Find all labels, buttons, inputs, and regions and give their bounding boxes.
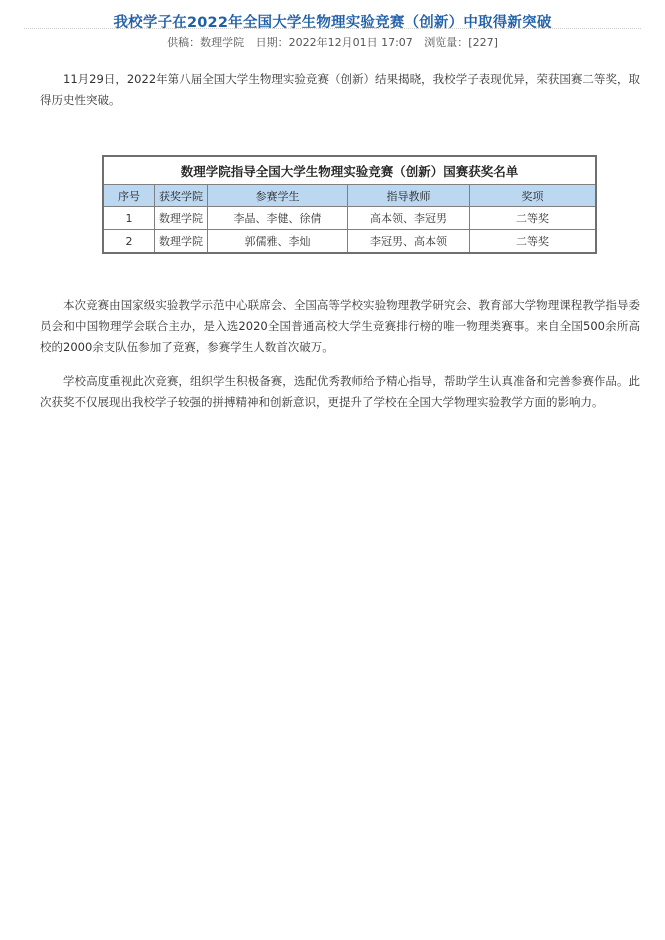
header-college: 获奖学院 [155, 185, 208, 207]
cell-teachers: 李冠男、高本领 [348, 230, 470, 254]
article-paragraph-3: 学校高度重视此次竞赛，组织学生积极备赛，选配优秀教师给予精心指导，帮助学生认真准备和完善参赛作品。此次获奖不仅展现出我校学子较强的拼搏精神和创新意识，更提升了学校在全国大学物理实验教学方面的影响力。 [40, 374, 640, 409]
cell-award: 二等奖 [470, 230, 597, 254]
article-paragraph-1: 11月29日，2022年第八届全国大学生物理实验竞赛（创新）结果揭晓，我校学子表现优异，荣获国赛二等奖，取得历史性突破。 [40, 72, 640, 107]
award-table [102, 155, 597, 254]
meta-source: 供稿：数理学院 [167, 36, 245, 49]
header-award: 奖项 [470, 185, 597, 207]
header-students: 参赛学生 [208, 185, 348, 207]
header-index: 序号 [103, 185, 155, 207]
table-row [103, 230, 596, 254]
table-header-row [103, 185, 596, 207]
cell-index: 2 [103, 230, 155, 254]
header-teachers: 指导教师 [348, 185, 470, 207]
meta-date: 日期：2022年12月01日 17:07 [255, 36, 413, 49]
cell-award: 二等奖 [470, 207, 597, 230]
cell-index: 1 [103, 207, 155, 230]
cell-college: 数理学院 [155, 230, 208, 254]
title-divider [24, 28, 641, 29]
table-caption: 数理学院指导全国大学生物理实验竞赛（创新）国赛获奖名单 [103, 156, 596, 185]
meta-views: 浏览量：[227] [424, 36, 498, 49]
article-meta [0, 34, 665, 50]
article-paragraph-2: 本次竞赛由国家级实验教学示范中心联席会、全国高等学校实验物理教学研究会、教育部大学物理课程教学指导委员会和中国物理学会联合主办，是入选2020全国普通高校大学生竞赛排行榜的唯一物理类赛事。来自全国500余所高校的2000余支队伍参加了竞赛，参赛学生人数首次破万。 [40, 298, 640, 354]
cell-students: 李晶、李健、徐倩 [208, 207, 348, 230]
article-title: 我校学子在2022年全国大学生物理实验竞赛（创新）中取得新突破 [113, 15, 552, 31]
cell-teachers: 高本领、李冠男 [348, 207, 470, 230]
cell-college: 数理学院 [155, 207, 208, 230]
cell-students: 郭儒雅、李灿 [208, 230, 348, 254]
table-row [103, 207, 596, 230]
table-caption-row [103, 156, 596, 185]
